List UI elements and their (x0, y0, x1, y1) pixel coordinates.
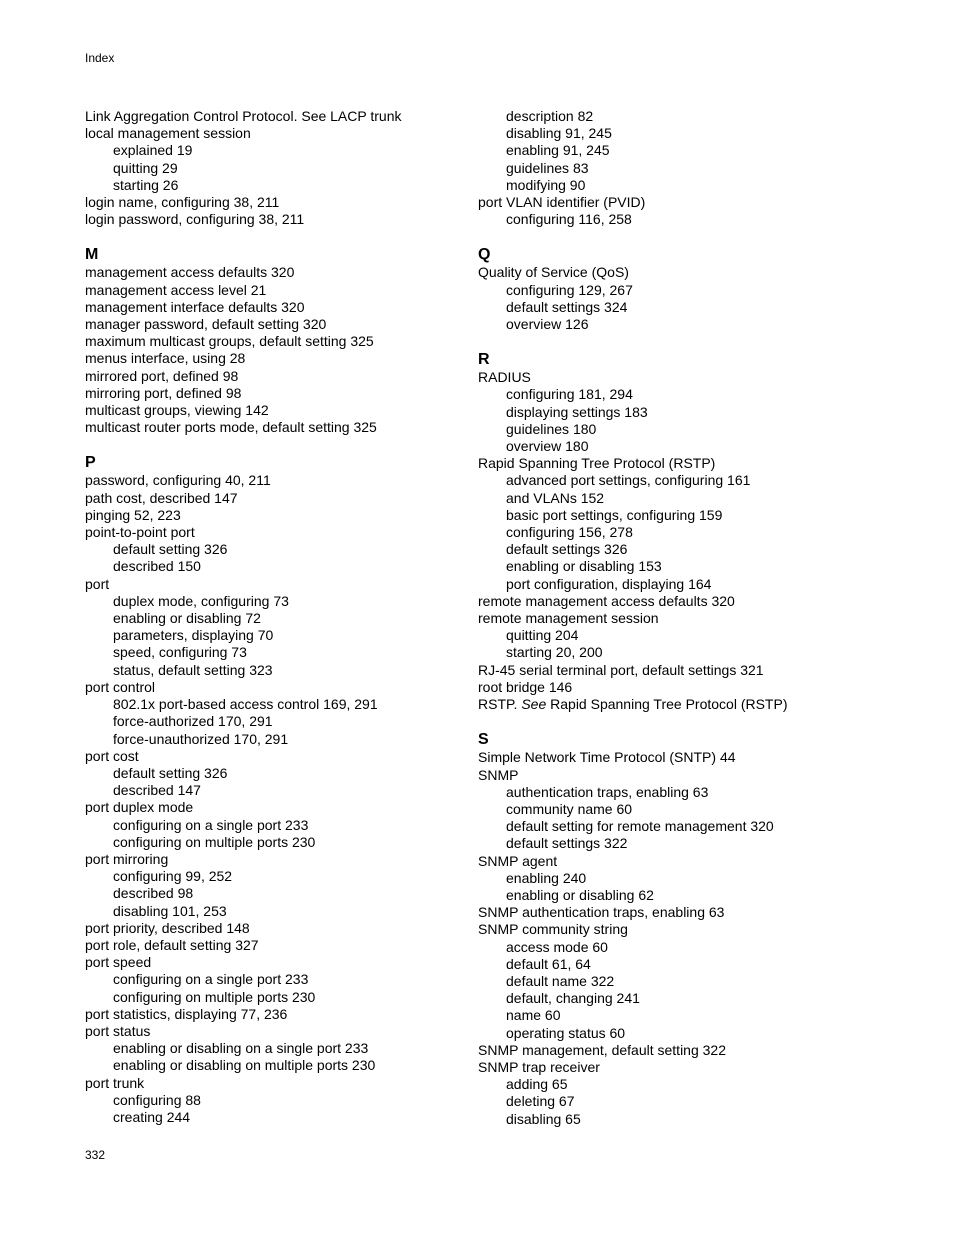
index-subentry: configuring on multiple ports 230 (113, 833, 316, 850)
index-subentry: disabling 101, 253 (113, 902, 227, 919)
index-subentry: overview 180 (506, 438, 589, 455)
index-subentry: configuring on a single port 233 (113, 971, 309, 988)
index-subentry: description 82 (506, 108, 594, 124)
index-entry: manager password, default setting 320 (85, 316, 327, 333)
index-section (478, 730, 898, 1127)
index-subentry: basic port settings, configuring 159 (506, 506, 723, 523)
index-subentry: configuring 88 (113, 1091, 201, 1108)
index-entry: port mirroring (85, 850, 169, 867)
index-entry: local management session (85, 125, 251, 142)
index-subentry: configuring 156, 278 (506, 524, 633, 541)
index-entry: RJ-45 serial terminal port, default settings 321 (478, 661, 764, 678)
index-subentry: disabling 65 (506, 1110, 581, 1127)
index-entry: multicast router ports mode, default setting 325 (85, 419, 377, 436)
index-subentry: default settings 322 (506, 835, 628, 852)
index-subentry: default settings 326 (506, 541, 628, 558)
index-subentry: starting 26 (113, 176, 179, 193)
index-entry: port status (85, 1022, 151, 1039)
index-subentry: displaying settings 183 (506, 403, 648, 420)
index-subentry: overview 126 (506, 316, 589, 333)
index-entry: mirrored port, defined 98 (85, 367, 239, 384)
index-subentry: configuring on multiple ports 230 (113, 988, 316, 1005)
index-subentry: enabling or disabling 153 (506, 558, 662, 575)
index-subentry: enabling 240 (506, 869, 587, 886)
index-subentry: enabling or disabling 72 (113, 610, 261, 627)
index-entry: port role, default setting 327 (85, 936, 259, 953)
index-subentry: configuring 116, 258 (506, 211, 632, 228)
index-entry: maximum multicast groups, default setting 325 (85, 333, 374, 350)
index-section (85, 245, 485, 436)
index-subentry: enabling 91, 245 (506, 142, 610, 159)
running-head: Index (85, 51, 115, 65)
index-entry: management access defaults 320 (85, 264, 295, 281)
index-subentry: quitting 204 (506, 627, 579, 644)
index-section (85, 453, 485, 1126)
section-letter: S (478, 731, 489, 749)
index-entry: SNMP trap receiver (478, 1058, 600, 1075)
index-subentry: duplex mode, configuring 73 (113, 592, 289, 609)
index-subentry: default setting for remote management 320 (506, 818, 774, 835)
index-subentry: described 98 (113, 885, 194, 902)
index-subentry: default settings 324 (506, 298, 628, 315)
index-entry: RADIUS (478, 369, 531, 386)
index-entry: mirroring port, defined 98 (85, 384, 242, 401)
index-subentry: configuring 129, 267 (506, 281, 633, 298)
index-subentry: status, default setting 323 (113, 661, 273, 678)
index-entry: path cost, described 147 (85, 489, 238, 506)
index-entry: port duplex mode (85, 799, 194, 816)
index-section (478, 245, 898, 333)
index-entry: multicast groups, viewing 142 (85, 402, 269, 419)
index-subentry: port configuration, displaying 164 (506, 575, 712, 592)
section-letter: P (85, 454, 96, 472)
index-entry: pinging 52, 223 (85, 506, 181, 523)
index-subentry: enabling or disabling on a single port 233 (113, 1040, 369, 1057)
index-entry (478, 696, 898, 713)
index-subentry: force-authorized 170, 291 (113, 713, 273, 730)
section-letter: Q (478, 246, 491, 264)
see-target: Rapid Spanning Tree Protocol (RSTP) (550, 696, 788, 713)
index-entry: port cost (85, 747, 139, 764)
index-entry: login password, configuring 38, 211 (85, 211, 305, 228)
index-subentry: advanced port settings, configuring 161 (506, 472, 751, 489)
index-subentry: authentication traps, enabling 63 (506, 783, 709, 800)
section-letter: M (85, 246, 99, 264)
index-entry: point-to-point port (85, 524, 195, 541)
index-subentry: default, changing 241 (506, 990, 640, 1007)
index-entry: port control (85, 678, 156, 695)
index-subentry: default setting 326 (113, 541, 228, 558)
index-subentry: community name 60 (506, 800, 633, 817)
index-entry: management access level 21 (85, 281, 267, 298)
index-subentry: force-unauthorized 170, 291 (113, 730, 289, 747)
index-entry: management interface defaults 320 (85, 298, 305, 315)
index-subentry: quitting 29 (113, 159, 178, 176)
index-entry: password, configuring 40, 211 (85, 472, 271, 489)
index-subentry: disabling 91, 245 (506, 125, 612, 142)
index-subentry: described 147 (113, 782, 201, 799)
index-entry: Rapid Spanning Tree Protocol (RSTP) (478, 455, 716, 472)
index-subentry: enabling or disabling on multiple ports 230 (113, 1057, 376, 1074)
index-subentry: configuring 99, 252 (113, 868, 233, 885)
index-subentry: configuring on a single port 233 (113, 816, 309, 833)
see-reference: See (521, 696, 547, 713)
index-entry: port priority, described 148 (85, 919, 250, 936)
index-subentry: default 61, 64 (506, 955, 591, 972)
index-section (478, 350, 898, 713)
index-entry: login name, configuring 38, 211 (85, 194, 280, 211)
index-entry: port (85, 575, 110, 592)
index-entry: remote management session (478, 610, 659, 627)
index-entry: SNMP authentication traps, enabling 63 (478, 904, 725, 921)
index-subentry: adding 65 (506, 1076, 568, 1093)
index-entry: SNMP agent (478, 852, 558, 869)
index-entry: root bridge 146 (478, 678, 573, 695)
index-entry: port statistics, displaying 77, 236 (85, 1005, 288, 1022)
index-entry: SNMP management, default setting 322 (478, 1041, 727, 1058)
index-entry: Quality of Service (QoS) (478, 264, 629, 281)
index-subentry: speed, configuring 73 (113, 644, 247, 661)
index-subentry: 802.1x port-based access control 169, 291 (113, 696, 378, 713)
index-subentry: default setting 326 (113, 764, 228, 781)
index-subentry: described 150 (113, 558, 201, 575)
index-subentry: configuring 181, 294 (506, 386, 633, 403)
index-entry: Link Aggregation Control Protocol. See LACP trunk (85, 108, 402, 124)
index-entry: SNMP (478, 766, 519, 783)
index-entry: port trunk (85, 1074, 145, 1091)
index-subentry: name 60 (506, 1007, 561, 1024)
index-section (478, 108, 898, 228)
index-entry: Simple Network Time Protocol (SNTP) 44 (478, 749, 736, 766)
index-subentry: modifying 90 (506, 176, 586, 193)
index-entry: SNMP community string (478, 921, 628, 938)
index-entry: port VLAN identifier (PVID) (478, 194, 646, 211)
index-subentry: enabling or disabling 62 (506, 886, 654, 903)
index-entry: menus interface, using 28 (85, 350, 246, 367)
section-letter: R (478, 351, 490, 369)
index-subentry: default name 322 (506, 972, 615, 989)
index-subentry: creating 244 (113, 1108, 191, 1125)
index-subentry: parameters, displaying 70 (113, 627, 274, 644)
index-section (85, 108, 485, 228)
index-subentry: and VLANs 152 (506, 489, 605, 506)
index-subentry: access mode 60 (506, 938, 608, 955)
index-entry: remote management access defaults 320 (478, 592, 735, 609)
index-column-right (478, 108, 898, 1145)
index-subentry: starting 20, 200 (506, 644, 603, 661)
index-subentry: deleting 67 (506, 1093, 575, 1110)
index-subentry: guidelines 180 (506, 420, 597, 437)
index-subentry: operating status 60 (506, 1024, 626, 1041)
index-subentry: explained 19 (113, 142, 193, 159)
entry-term: RSTP. (478, 696, 518, 713)
index-entry: port speed (85, 954, 152, 971)
index-subentry: guidelines 83 (506, 159, 589, 176)
index-column-left (85, 108, 485, 1143)
page-number: 332 (85, 1148, 106, 1162)
